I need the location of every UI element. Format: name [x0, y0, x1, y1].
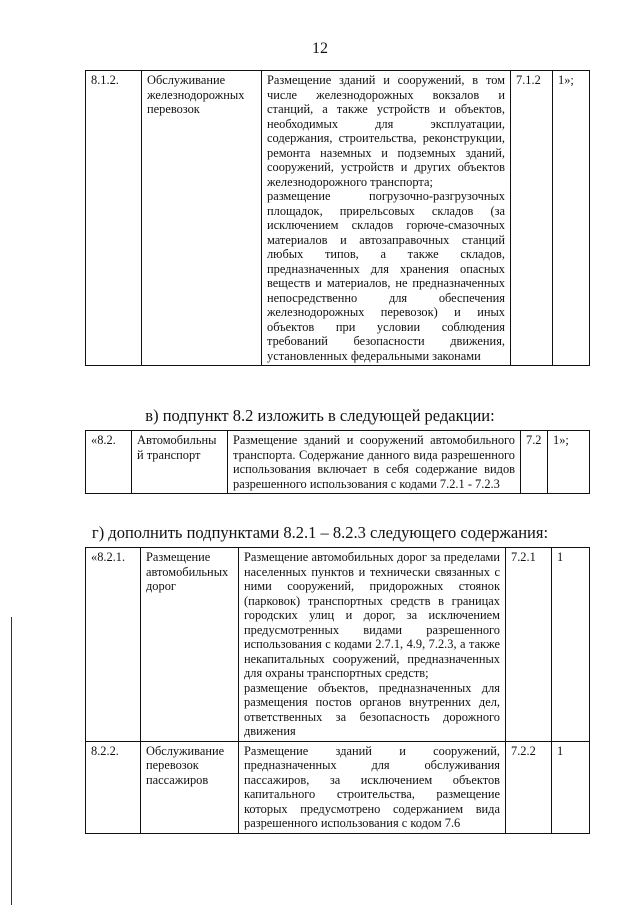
description-cell [239, 548, 506, 742]
code-cell: «8.2. [86, 431, 132, 494]
name-cell: Обслуживание перевозок пассажиров [141, 741, 239, 833]
table-row [86, 431, 590, 494]
name-cell: Размещение автомобильных дорог [141, 548, 239, 742]
description-paragraph: Размещение зданий и сооружений автомобильного транспорта. Содержание данного вида разрешенного использования включает в себя содержание видов разрешенного использования с кодами 7.2.1 - 7.2.3 [233, 433, 515, 491]
left-margin-line [11, 617, 12, 905]
instruction-b: в) подпункт 8.2 изложить в следующей редакции: [145, 406, 495, 425]
page-number: 12 [312, 40, 328, 57]
description-cell [239, 741, 506, 833]
description-paragraph: Размещение автомобильных дорог за пределами населенных пунктов и технически связанных с ними сооружений, придорожных стоянок (парковок) транспортных средств в границах городских улиц и дорог, за исключением предусмотренных видами разрешенного использования с кодами 2.7.1, 4.9, 7.2.3, а также некапитальных сооружений, предназначенных для охраны транспортных средств; [244, 550, 500, 680]
number-cell: 1»; [548, 431, 590, 494]
number-cell: 1 [552, 548, 590, 742]
code-cell: 8.1.2. [86, 71, 142, 366]
description-cell [228, 431, 521, 494]
description-cell [262, 71, 511, 366]
description-paragraph: размещение погрузочно-разгрузочных площадок, прирельсовых складов (за исключением складов горюче-смазочных материалов и автозаправочных станций любых типов, а также складов, предназначенных для хранения опасных веществ и материалов, не предназначенных непосредственно для обеспечения железнодорожных перевозок) и иных объектов при условии соблюдения требований безопасности движения, установленных федеральными законами [267, 189, 505, 363]
description-paragraph: Размещение зданий и сооружений, в том числе железнодорожных вокзалов и станций, а также устройств и объектов, необходимых для эксплуатации, содержания, строительства, реконструкции, ремонта наземных и подземных зданий, сооружений, устройств и других объектов железнодорожного транспорта; [267, 73, 505, 189]
table-row [86, 548, 590, 742]
description-paragraph: размещение объектов, предназначенных для размещения постов органов внутренних дел, ответственных за безопасность дорожного движения [244, 680, 500, 738]
description-paragraph: Размещение зданий и сооружений, предназначенных для обслуживания пассажиров, за исключением объектов капитального строительства, размещение которых предусмотрено содержанием вида разрешенного использования с кодом 7.6 [244, 743, 500, 830]
land-use-table-2 [85, 430, 590, 494]
name-cell: Обслуживание железнодорожных перевозок [142, 71, 262, 366]
instruction-g: г) дополнить подпунктами 8.2.1 – 8.2.3 следующего содержания: [91, 523, 549, 542]
number-cell: 1»; [553, 71, 590, 366]
code-cell: 8.2.2. [86, 741, 141, 833]
land-use-table-1 [85, 70, 590, 366]
ref-code-cell: 7.2 [521, 431, 548, 494]
code-cell: «8.2.1. [86, 548, 141, 742]
ref-code-cell: 7.1.2 [511, 71, 553, 366]
ref-code-cell: 7.2.1 [506, 548, 552, 742]
name-cell: Автомобильный транспорт [132, 431, 228, 494]
land-use-table-3 [85, 547, 590, 834]
number-cell: 1 [552, 741, 590, 833]
ref-code-cell: 7.2.2 [506, 741, 552, 833]
table-row [86, 741, 590, 833]
table-row [86, 71, 590, 366]
